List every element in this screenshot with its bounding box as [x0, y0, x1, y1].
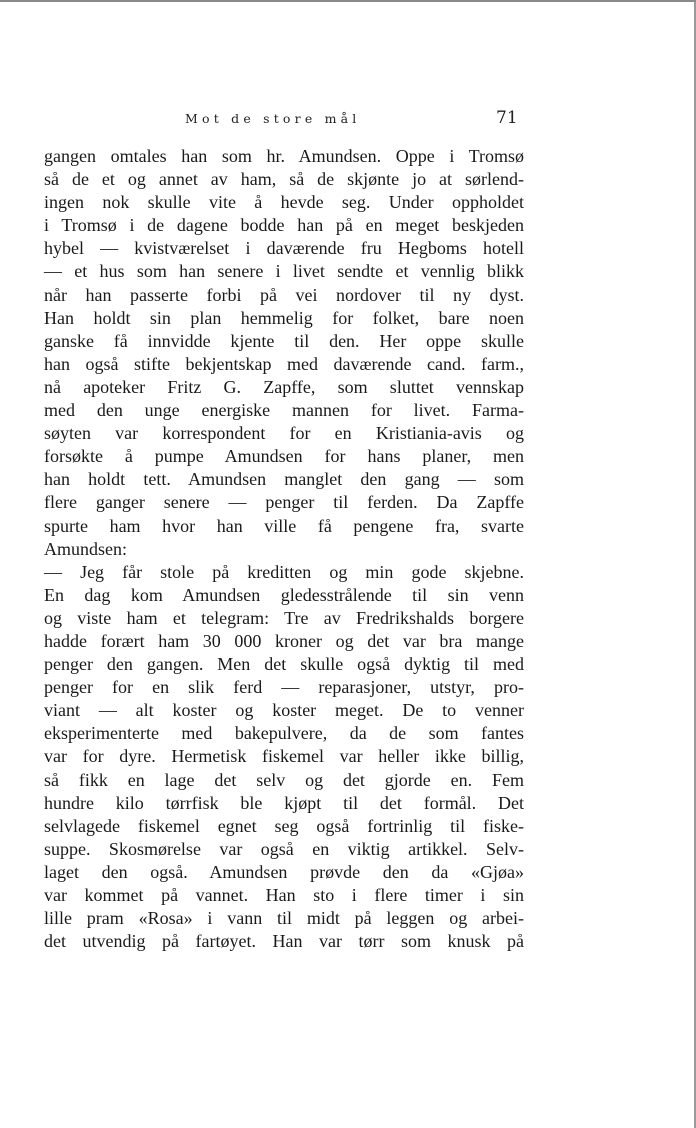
text-line: flere ganger senere — penger til ferden. Da Zapffe: [44, 492, 524, 513]
text-line: så de et og annet av ham, så de skjønte jo at sørlend-: [44, 169, 524, 190]
text-line: penger for en slik ferd — reparasjoner, utstyr, pro-: [44, 677, 524, 698]
text-line: hadde forært ham 30 000 kroner og det var bra mange: [44, 630, 524, 651]
text-line: så fikk en lage det selv og det gjorde en. Fem: [44, 769, 524, 790]
text-line: Amundsen:: [44, 538, 127, 559]
text-line: når han passerte forbi på vei nordover til ny dyst.: [44, 284, 524, 305]
page-top-edge: [0, 0, 696, 2]
text-line: han også stifte bekjentskap med daværende cand. farm.,: [44, 353, 524, 374]
text-line: spurte ham hvor han ville få pengene fra, svarte: [44, 515, 524, 536]
text-line: — Jeg får stole på kreditten og min gode skjebne.: [44, 561, 524, 582]
text-line: og viste ham et telegram: Tre av Fredrikshalds borgere: [44, 607, 524, 628]
text-line: ganske få innvidde kjente til den. Her oppe skulle: [44, 330, 524, 351]
text-line: selvlagede fiskemel egnet seg også fortrinlig til fiske-: [44, 815, 524, 836]
text-line: — et hus som han senere i livet sendte et vennlig blikk: [44, 261, 524, 282]
text-line: var kommet på vannet. Han sto i flere timer i sin: [44, 885, 524, 905]
text-line: forsøkte å pumpe Amundsen for hans planer, men: [44, 446, 524, 467]
text-line: laget den også. Amundsen prøvde den da «Gjøa»: [44, 861, 524, 882]
text-line: søyten var korrespondent for en Kristiania-avis og: [44, 423, 524, 444]
text-line: med den unge energiske mannen for livet. Farma-: [44, 400, 524, 421]
text-line: lille pram «Rosa» i vann til midt på leggen og arbei-: [44, 908, 524, 929]
text-line: ingen nok skulle vite å hevde seg. Under oppholdet: [44, 192, 524, 213]
text-line: han holdt tett. Amundsen manglet den gang — som: [44, 469, 524, 490]
page-number: 71: [496, 108, 518, 128]
running-header: Mot de store mål: [185, 111, 361, 126]
text-line: var for dyre. Hermetisk fiskemel var heller ikke billig,: [44, 746, 524, 767]
text-line: det utvendig på fartøyet. Han var tørr som knusk på: [44, 931, 524, 952]
text-line: hybel — kvistværelset i daværende fru Hegboms hotell: [44, 238, 524, 259]
text-line: En dag kom Amundsen gledesstrålende til sin venn: [44, 584, 524, 605]
text-line: i Tromsø i de dagene bodde han på en meget beskjeden: [44, 215, 524, 236]
text-line: nå apoteker Fritz G. Zapffe, som sluttet vennskap: [44, 376, 524, 397]
text-line: viant — alt koster og koster meget. De to venner: [44, 700, 524, 721]
text-line: hundre kilo tørrfisk ble kjøpt til det formål. Det: [44, 792, 524, 813]
text-line: penger den gangen. Men det skulle også dyktig til med: [44, 654, 524, 675]
text-line: suppe. Skosmørelse var også en viktig artikkel. Selv-: [44, 838, 524, 859]
text-line: eksperimenterte med bakepulvere, da de som fantes: [44, 723, 524, 744]
text-line: Han holdt sin plan hemmelig for folket, bare noen: [44, 307, 524, 328]
text-line: gangen omtales han som hr. Amundsen. Oppe i Tromsø: [44, 146, 524, 166]
body-text: [44, 145, 524, 953]
